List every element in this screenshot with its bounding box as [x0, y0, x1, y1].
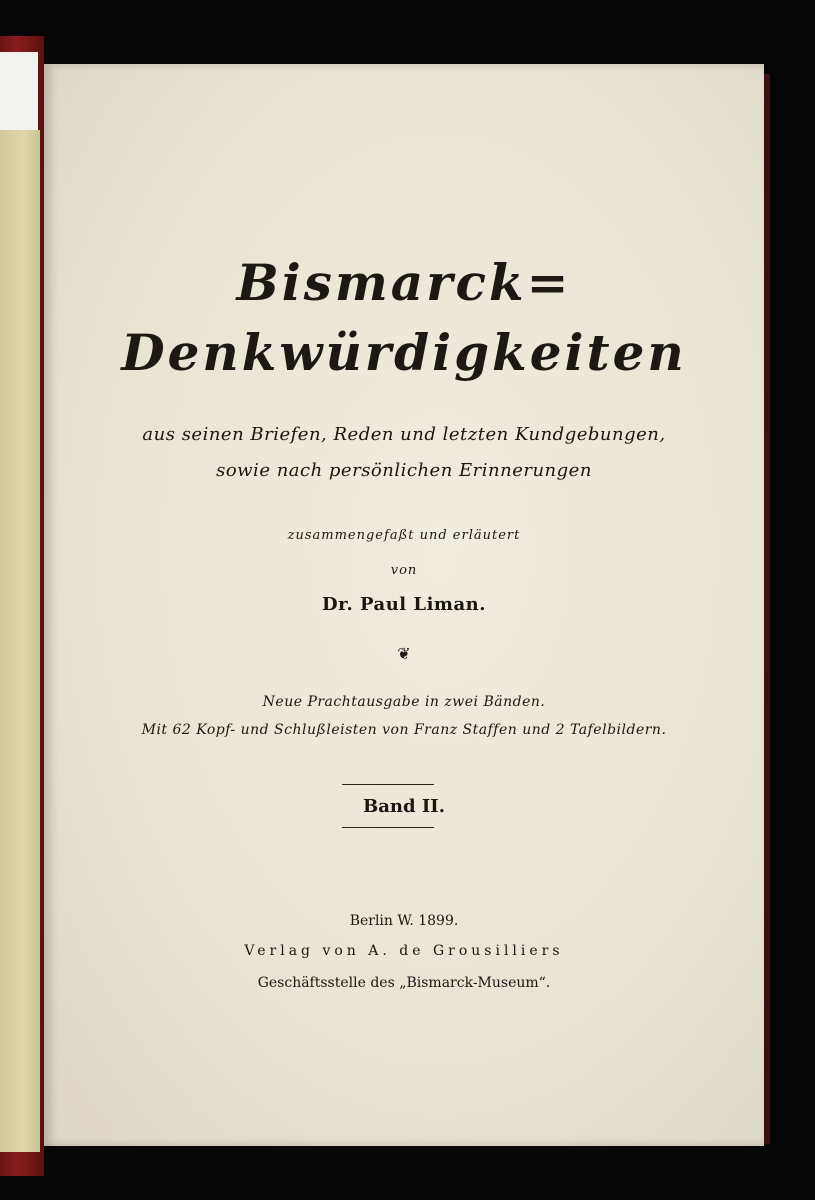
by-label: von — [390, 563, 418, 578]
subtitle-line-1: aus seinen Briefen, Reden und letzten Kundgebungen, — [142, 424, 666, 445]
place-year: Berlin W. 1899. — [349, 913, 459, 929]
fleuron-ornament: ❦ — [397, 644, 411, 663]
title-line-1: Bismarck= — [236, 253, 572, 312]
business-office: Geschäftsstelle des „Bismarck-Museum“. — [257, 975, 551, 991]
compiled-note: zusammengefaßt und erläutert — [287, 528, 521, 543]
flyleaf-paper-top — [0, 52, 38, 138]
volume-label: Band II. — [363, 796, 445, 817]
rule-bottom — [342, 827, 434, 828]
edition-line-2: Mit 62 Kopf- und Schlußleisten von Franz Staffen und 2 Tafelbildern. — [141, 722, 667, 738]
flyleaf-paper — [0, 130, 40, 1152]
publisher: Verlag von A. de Grousilliers — [244, 943, 564, 959]
edition-line-1: Neue Prachtausgabe in zwei Bänden. — [262, 694, 546, 710]
page-edge — [764, 74, 770, 1144]
title-line-2: Denkwürdigkeiten — [121, 323, 687, 382]
rule-top — [342, 784, 434, 785]
subtitle-line-2: sowie nach persönlichen Erinnerungen — [216, 460, 592, 481]
author-name: Dr. Paul Liman. — [322, 594, 486, 615]
